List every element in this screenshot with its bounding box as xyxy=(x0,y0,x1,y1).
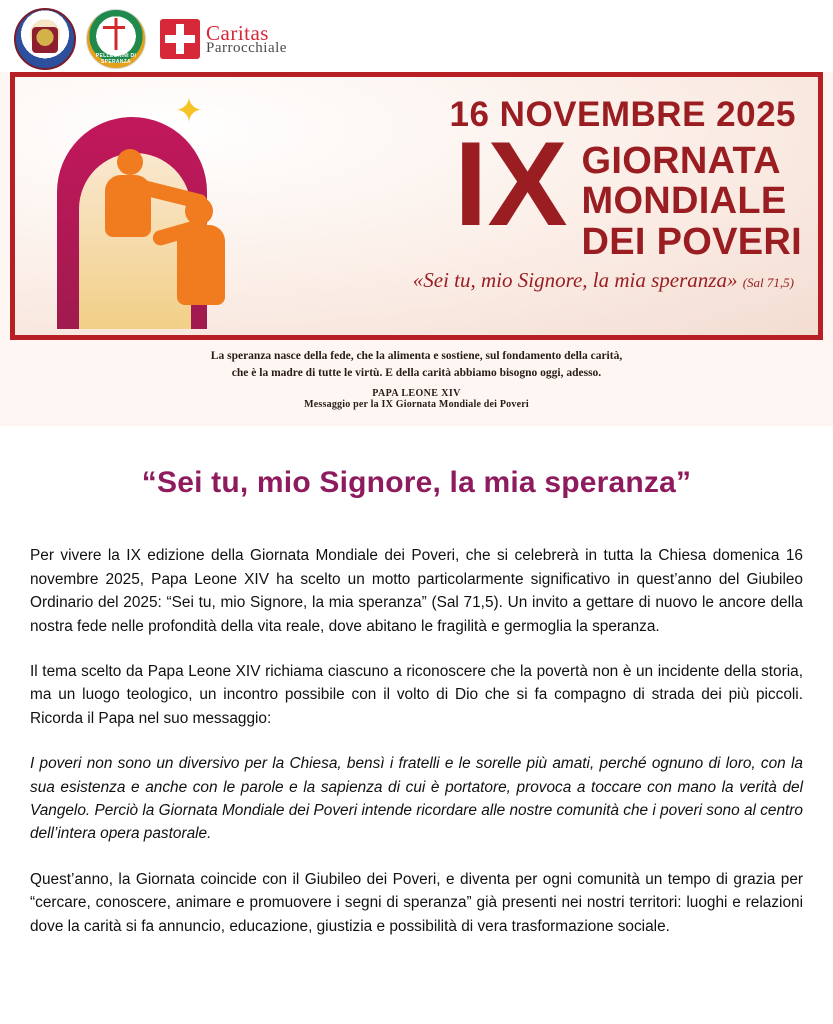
poster-quote-text: «Sei tu, mio Signore, la mia speranza» xyxy=(412,267,738,292)
header-logo-strip xyxy=(0,0,833,72)
poster-caption xyxy=(10,340,823,426)
poster-title-line-3: DEI POVERI xyxy=(581,220,802,263)
poster-roman-numeral: IX xyxy=(454,117,568,251)
poster-text-block xyxy=(282,87,802,293)
article-paragraph: Il tema scelto da Papa Leone XIV richiama ciascuno a riconoscere che la povertà non è un incidente della storia, ma un luogo teologico, un incontro possibile con il volto di Dio che si fa compagno di strada dei più piccoli. Ricorda il Papa nel suo messaggio: xyxy=(30,662,803,727)
caritas-logo xyxy=(160,19,287,59)
caritas-word-primary: Caritas xyxy=(206,20,269,45)
figure-one-head-icon xyxy=(117,149,143,175)
poster-date: 16 NOVEMBRE 2025 xyxy=(449,95,796,134)
poster-title-line-1: GIORNATA xyxy=(581,140,781,182)
poster-caption-author: PAPA LEONE XIV xyxy=(372,388,461,400)
poster-caption-line-1: La speranza nasce della fede, che la alimenta e sostiene, sul fondamento della carità, xyxy=(210,350,623,362)
poster-title-row xyxy=(282,117,802,263)
poster-title-line-2: MONDIALE xyxy=(581,180,787,223)
article-paragraph: Per vivere la IX edizione della Giornata Mondiale dei Poveri, che si celebrerà in tutta la Chiesa domenica 16 novembre 2025, Papa Leone XIV ha scelto un motto particolarmente significativo in quest’anno del Giubileo Ordinario del 2025: “Sei tu, mio Signore, la mia speranza” (Sal 71,5). Un invito a gettare di nuovo le ancore della nostra fede nelle profondità della vita reale, dove abitano le fragilità e germoglia la speranza. xyxy=(30,547,803,635)
crest-emblem-icon xyxy=(32,27,58,53)
poster-quote-reference: (Sal 71,5) xyxy=(742,274,794,290)
caritas-cross-icon xyxy=(160,19,200,59)
poster-banner xyxy=(10,72,823,340)
jubilee-2025-icon xyxy=(86,9,146,69)
caritas-wordmark xyxy=(206,20,287,56)
parish-crest-logo xyxy=(14,8,76,70)
article-body xyxy=(0,426,833,938)
poster-quote xyxy=(282,268,794,293)
caritas-word-secondary: Parrocchiale xyxy=(206,39,287,56)
parish-crest-icon xyxy=(14,8,76,70)
poster-illustration xyxy=(39,91,279,329)
poster-caption-subtitle: Messaggio per la IX Giornata Mondiale dei Poveri xyxy=(304,399,529,411)
page-title: “Sei tu, mio Signore, la mia speranza” xyxy=(141,466,692,500)
poster-caption-line-2: che è la madre di tutte le virtù. E della carità abbiamo bisogno oggi, adesso. xyxy=(231,366,602,379)
poster-banner-wrapper xyxy=(0,72,833,426)
poster-title-lines xyxy=(582,137,803,262)
article-blockquote: I poveri non sono un diversivo per la Chiesa, bensì i fratelli e le sorelle più amati, perché ognuno di loro, con la sua esistenza e anche con le parole e la sapienza di cui è portatore, provoca a toccare con mano la verità del Vangelo. Perciò la Giornata Mondiale dei Poveri intende ricordare alle nostre comunità che i poveri sono al centro dell’intera opera pastorale. xyxy=(30,755,803,843)
jubilee-logo-label: PELLEGRINI DI SPERANZA xyxy=(95,53,137,65)
article-paragraph: Quest’anno, la Giornata coincide con il Giubileo dei Poveri, e diventa per ogni comunità un tempo di grazia per “cercare, conoscere, animare e promuovere i segni di speranza” già presenti nei nostri territori: luoghi e relazioni dove la carità si fa annuncio, educazione, giustizia e possibilità di vera trasformazione sociale. xyxy=(30,870,803,935)
jubilee-logo xyxy=(86,9,146,69)
